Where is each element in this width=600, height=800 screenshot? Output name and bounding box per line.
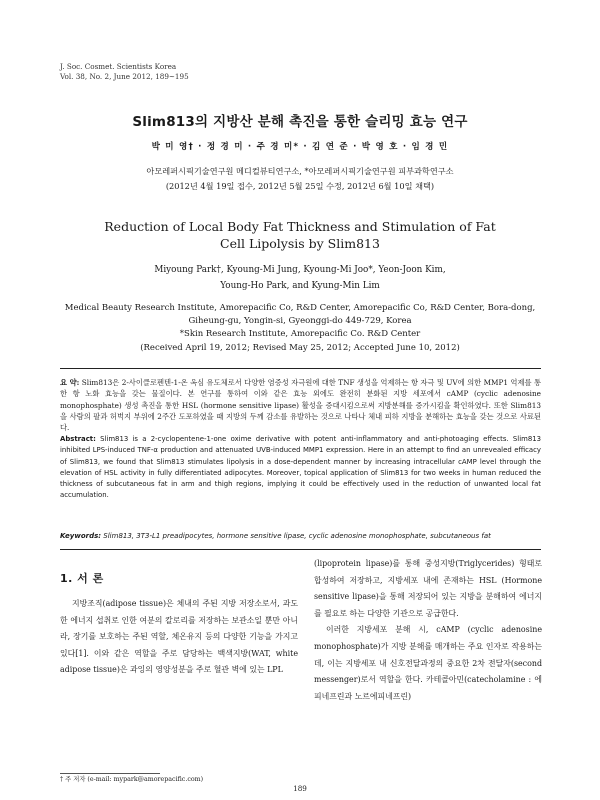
affiliation-english-line2: Giheung-gu, Yongin-si, Gyeonggi-do 449-729, Korea: [188, 316, 412, 327]
body-column-left: [60, 596, 298, 679]
affiliation-korean-block: [0, 164, 600, 194]
dates-english: (Received April 19, 2012; Revised May 25, 2012; Accepted June 10, 2012): [140, 342, 460, 353]
authors-english-line1: Miyoung Park†, Kyoung-Mi Jung, Kyoung-Mi Joo*, Yeon-Joon Kim,: [154, 265, 446, 275]
keywords-text: Slim813, 3T3-L1 preadipocytes, hormone sensitive lipase, cyclic adenosine monophosphate, subcutaneous fat: [103, 532, 491, 540]
journal-name: J. Soc. Cosmet. Scientists Korea: [60, 62, 177, 71]
body-column-right: [314, 556, 542, 705]
dates-korean: (2012년 4월 19일 접수, 2012년 5월 25일 수정, 2012년 6월 10일 채택): [165, 181, 435, 191]
english-abstract-text: Slim813 is a 2-cyclopentene-1-one oxime derivative with potent anti-inflammatory and anti-photoaging effects. Slim813 inhibited LPS-induced TNF-α production and attenuated UVB-induced MMP1 expression. Here in an attempt to find an unrevealed efficacy of Slim813, we found that Slim813 stimulates lipolysis in a dose-dependent manner by increasing intracellular cAMP level through the elevation of HSL activity in fully differentiated adipocytes. Moreover, topical application of Slim813 for two weeks in human reduced the thickness of subcutaneous fat in arm and thigh regions, implying it could be effectively used in the reduction of unwanted local fat accumulation.: [60, 435, 541, 500]
footnote-divider: [60, 773, 160, 774]
korean-abstract-text: Slim813은 2-사이클로펜텐-1-온 옥심 유도체로서 다양한 염증성 자극원에 대한 TNF 생성을 억제하는 항 자극 및 UV에 의한 MMP1 억제를 통한 항 노화 효능을 갖는 물질이다. 본 연구를 통하여 이와 같은 효능 외에도 완전히 분화된 지방 세포에서 cAMP (cyclic adenosine monophosphate) 생성 촉진을 통한 HSL (hormone sensitive lipase) 활성을 증대시킴으로써 지방분해를 증가시킴을 확인하였다. 또한 Slim813을 사람의 팔과 허벅지 부위에 2주간 도포하였을 때 지방의 두께 감소를 유발하는 것으로 나타나 체내 피하 지방을 분해하는 효능을 갖는 것으로 사료된다.: [60, 378, 541, 433]
title-korean: Slim813의 지방산 분해 촉진을 통한 슬리밍 효능 연구: [132, 114, 468, 130]
page-number: 189: [293, 784, 307, 793]
journal-header: [60, 62, 189, 81]
korean-abstract-label: 요 약:: [60, 378, 80, 387]
section-heading-introduction: 1. 서 론: [60, 572, 104, 585]
english-abstract: [60, 434, 541, 502]
english-abstract-label: Abstract:: [60, 435, 96, 443]
keywords: [60, 531, 541, 542]
affiliation-english-block: [52, 302, 548, 355]
intro-paragraph-1: 지방조직(adipose tissue)은 체내의 주된 지방 저장소로서, 과도한 에너지 섭취로 인한 여분의 칼로리를 저장하는 보관소일 뿐만 아니라, 장기를 보호하는 주된 역할, 체온유지 등의 다양한 기능을 가지고 있다[1]. 이와 같은 역할을 주로 담당하는 백색지방(WAT, white adipose tissue)은 과잉의 영양성분을 주로 혈관 벽에 있는 LPL: [60, 599, 298, 675]
intro-paragraph-2: (lipoprotein lipase)를 통해 중성지방(Triglycerides) 형태로 합성하여 저장하고, 지방세포 내에 존재하는 HSL (Hormone sensitive lipase)을 통해 저장되어 있는 지방을 분해하여 에너지를 필요로 하는 다양한 기관으로 공급한다.: [314, 559, 542, 618]
intro-paragraph-3: 이러한 지방세포 분해 시, cAMP (cyclic adenosine monophosphate)가 지방 분해를 매개하는 주요 인자로 작용하는데, 이는 지방세포 내 신호전달과정의 중요한 2차 전달자(second messenger)로서 역할을 한다. 카테콜아민(catecholamine : 에피네프린과 노르에피네프린): [314, 625, 542, 701]
corresponding-author-footnote: † 주 저자 (e-mail: mypark@amorepacific.com): [60, 776, 204, 783]
authors-english: [70, 262, 530, 294]
title-english: Reduction of Local Body Fat Thickness and Stimulation of Fat Cell Lipolysis by Slim813: [104, 219, 496, 251]
journal-volume: Vol. 38, No. 2, June 2012, 189~195: [60, 71, 189, 81]
authors-korean: 박 미 영† · 정 경 미 · 주 경 미* · 김 연 준 · 박 영 호 · 임 경 민: [151, 142, 449, 152]
korean-abstract: [60, 377, 541, 433]
affiliation-english-line1: Medical Beauty Research Institute, Amorepacific Co, R&D Center, Amorepacific Co, R&D Center, Bora-dong,: [64, 303, 536, 313]
authors-english-line2: Young-Ho Park, and Kyung-Min Lim: [220, 281, 380, 291]
affiliation-korean: 아모레퍼시픽기술연구원 메디컬뷰티연구소, *아모레퍼시픽기술연구원 피부과학연구소: [146, 166, 454, 176]
keywords-label: Keywords:: [60, 532, 102, 540]
affiliation-english-line3: *Skin Research Institute, Amorepacific Co. R&D Center: [179, 329, 421, 340]
